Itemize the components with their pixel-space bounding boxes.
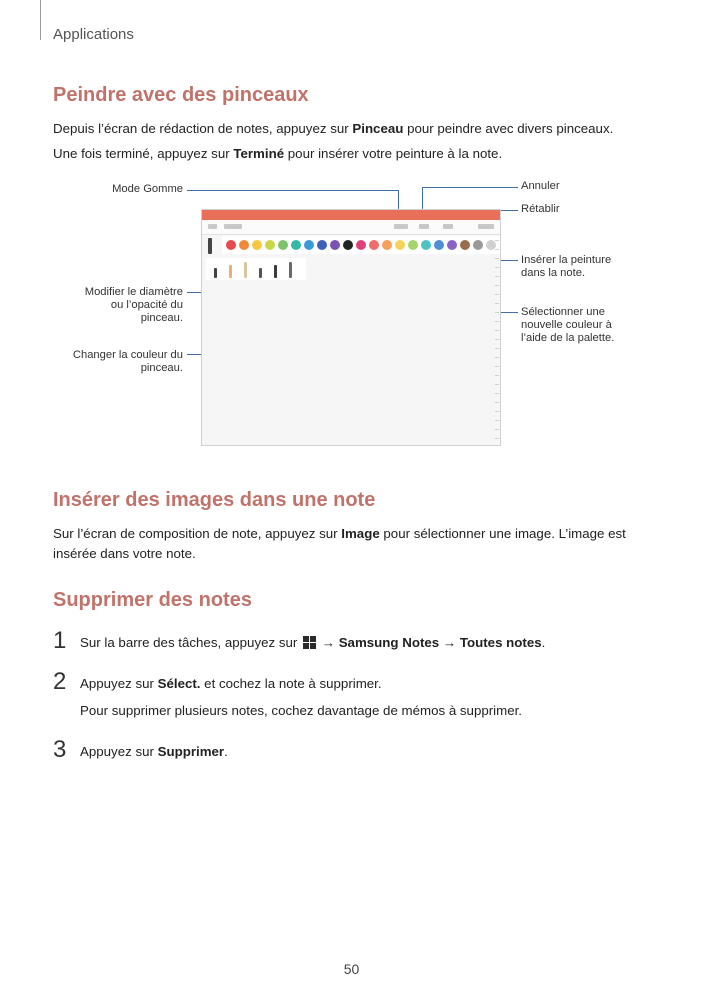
color-swatch[interactable] [434, 240, 444, 250]
color-swatch[interactable] [239, 240, 249, 250]
color-swatch[interactable] [304, 240, 314, 250]
paint-instruction-2: Une fois terminé, appuyez sur Terminé pour insérer votre peinture à la note. [53, 146, 503, 161]
back-icon [224, 224, 242, 229]
color-swatch[interactable] [317, 240, 327, 250]
step-number-1: 1 [53, 627, 67, 654]
done-icon [478, 224, 494, 229]
windows-start-icon [303, 636, 316, 649]
brush-preview[interactable] [229, 265, 232, 278]
brush-preview[interactable] [259, 268, 262, 278]
color-swatch[interactable] [408, 240, 418, 250]
app-title-bar [202, 210, 500, 220]
color-palette [222, 236, 500, 254]
step-number-3: 3 [53, 736, 67, 763]
notes-screenshot [201, 209, 501, 446]
step-text-1: Sur la barre des tâches, appuyez sur → Samsung Notes → Toutes notes. [80, 635, 546, 650]
callout-insert-drawing: Insérer la peinture dans la note. [521, 254, 612, 279]
color-swatch[interactable] [291, 240, 301, 250]
color-swatch[interactable] [395, 240, 405, 250]
app-toolbar [202, 220, 500, 235]
color-swatch[interactable] [278, 240, 288, 250]
ruled-lines [495, 240, 499, 440]
color-swatch[interactable] [330, 240, 340, 250]
callout-pick-color: Sélectionner une nouvelle couleur à l’aide de la palette. [521, 306, 615, 344]
color-swatch[interactable] [343, 240, 353, 250]
callout-redo: Rétablir [521, 203, 560, 215]
callout-brush-size: Modifier le diamètre ou l’opacité du pinceau. [84, 286, 183, 324]
page-number: 50 [343, 961, 360, 977]
images-instruction-2: insérée dans votre note. [53, 546, 196, 561]
callout-eraser-mode: Mode Gomme [112, 183, 183, 195]
undo-icon [419, 224, 429, 229]
color-swatch[interactable] [369, 240, 379, 250]
step-text-3: Appuyez sur Supprimer. [80, 744, 228, 759]
eraser-icon [394, 224, 408, 229]
brush-preview[interactable] [274, 265, 277, 278]
step-number-2: 2 [53, 668, 67, 695]
color-swatch[interactable] [421, 240, 431, 250]
leader-undo-h [422, 187, 518, 188]
color-swatch[interactable] [356, 240, 366, 250]
brush-preview[interactable] [244, 262, 247, 278]
pen-icon [208, 224, 217, 229]
paint-instruction-1: Depuis l’écran de rédaction de notes, appuyez sur Pinceau pour peindre avec divers pinceaux. [53, 121, 614, 136]
active-brush-icon [208, 238, 212, 254]
color-swatch[interactable] [382, 240, 392, 250]
section-title-paint: Peindre avec des pinceaux [53, 84, 309, 106]
callout-brush-color: Changer la couleur du pinceau. [72, 349, 183, 374]
color-swatch[interactable] [447, 240, 457, 250]
brush-preview[interactable] [214, 268, 217, 278]
header-rule [40, 0, 41, 40]
leader-eraser-h [187, 190, 398, 191]
images-instruction-1: Sur l’écran de composition de note, appuyez sur Image pour sélectionner une image. L’image est [53, 526, 626, 541]
color-swatch[interactable] [226, 240, 236, 250]
section-title-images: Insérer des images dans une note [53, 489, 376, 511]
brush-preview[interactable] [289, 262, 292, 278]
step-text-2: Appuyez sur Sélect. et cochez la note à supprimer. [80, 676, 382, 691]
step-text-2-sub: Pour supprimer plusieurs notes, cochez davantage de mémos à supprimer. [80, 703, 522, 718]
callout-undo: Annuler [521, 180, 560, 192]
section-header: Applications [53, 26, 134, 43]
color-swatch[interactable] [265, 240, 275, 250]
color-swatch[interactable] [252, 240, 262, 250]
color-swatch[interactable] [473, 240, 483, 250]
color-swatch[interactable] [460, 240, 470, 250]
brush-size-panel [206, 258, 306, 280]
redo-icon [443, 224, 453, 229]
section-title-delete: Supprimer des notes [53, 589, 252, 611]
